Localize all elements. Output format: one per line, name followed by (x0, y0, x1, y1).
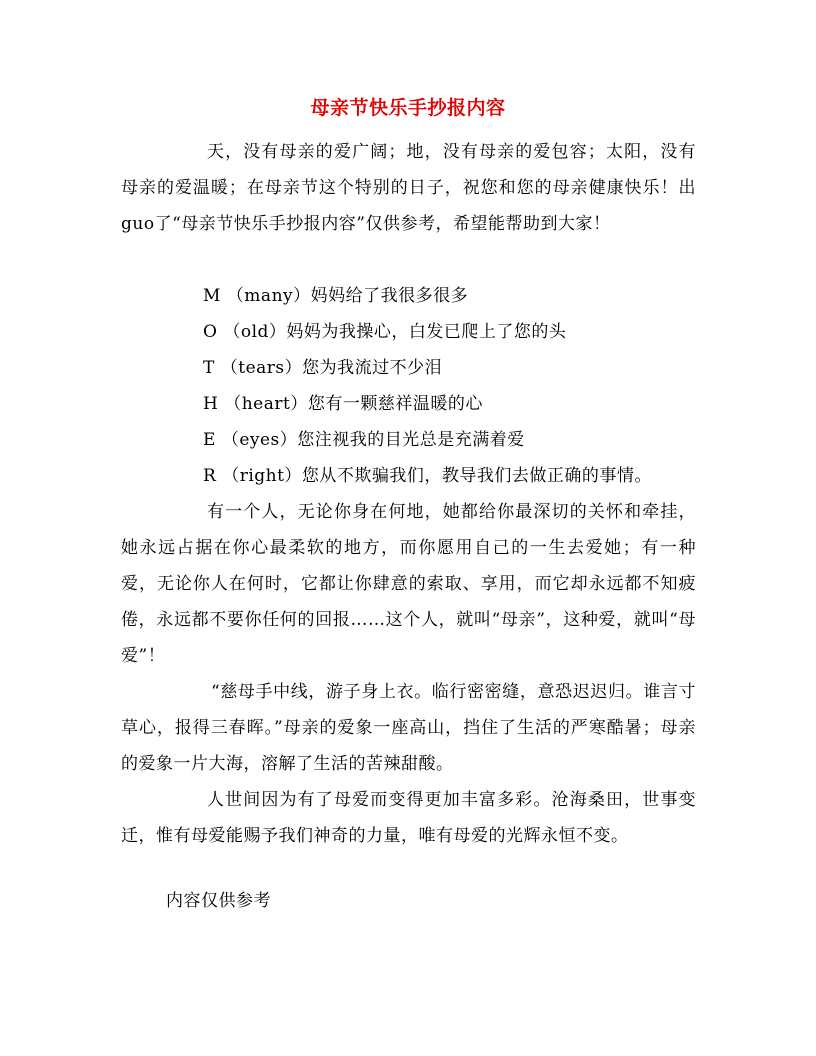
acrostic-list (203, 278, 723, 494)
mother-paragraph-block (121, 494, 696, 674)
acrostic-line-h: H （heart）您有一颗慈祥温暖的心 (203, 394, 483, 414)
acrostic-line-e: E （eyes）您注视我的目光总是充满着爱 (203, 430, 525, 450)
closing-paragraph: 人世间因为有了母爱而变得更加丰富多彩。沧海桑田，世事变迁，惟有母爱能赐予我们神奇的力量，唯有母爱的光辉永恒不变。 (121, 790, 696, 846)
poem-paragraph-block (121, 674, 696, 782)
intro-paragraph: 天，没有母亲的爱广阔；地，没有母亲的爱包容；太阳，没有母亲的爱温暖；在母亲节这个特别的日子，祝您和您的母亲健康快乐！出guo了“母亲节快乐手抄报内容”仅供参考，希望能帮助到大家！ (121, 142, 696, 234)
closing-paragraph-block (121, 782, 696, 854)
acrostic-line-o: O （old）妈妈为我操心，白发已爬上了您的头 (203, 322, 567, 342)
footer-note: 内容仅供参考 (166, 891, 271, 911)
intro-block (121, 134, 696, 242)
acrostic-line-m: M （many）妈妈给了我很多很多 (203, 286, 469, 306)
poem-paragraph: “慈母手中线，游子身上衣。临行密密缝，意恐迟迟归。谁言寸草心，报得三春晖。”母亲的爱象一座高山，挡住了生活的严寒酷暑；母亲的爱象一片大海，溶解了生活的苦辣甜酸。 (121, 682, 696, 774)
document-title: 母亲节快乐手抄报内容 (310, 97, 506, 119)
acrostic-line-r: R （right）您从不欺骗我们，教导我们去做正确的事情。 (203, 466, 652, 486)
acrostic-line-t: T （tears）您为我流过不少泪 (203, 358, 443, 378)
mother-paragraph: 有一个人，无论你身在何地，她都给你最深切的关怀和牵挂，她永远占据在你心最柔软的地方，而你愿用自己的一生去爱她；有一种爱，无论你人在何时，它都让你肆意的索取、享用，而它却永远都不知疲倦，永远都不要你任何的回报……这个人，就叫“母亲”，这种爱，就叫“母爱”！ (121, 502, 696, 666)
